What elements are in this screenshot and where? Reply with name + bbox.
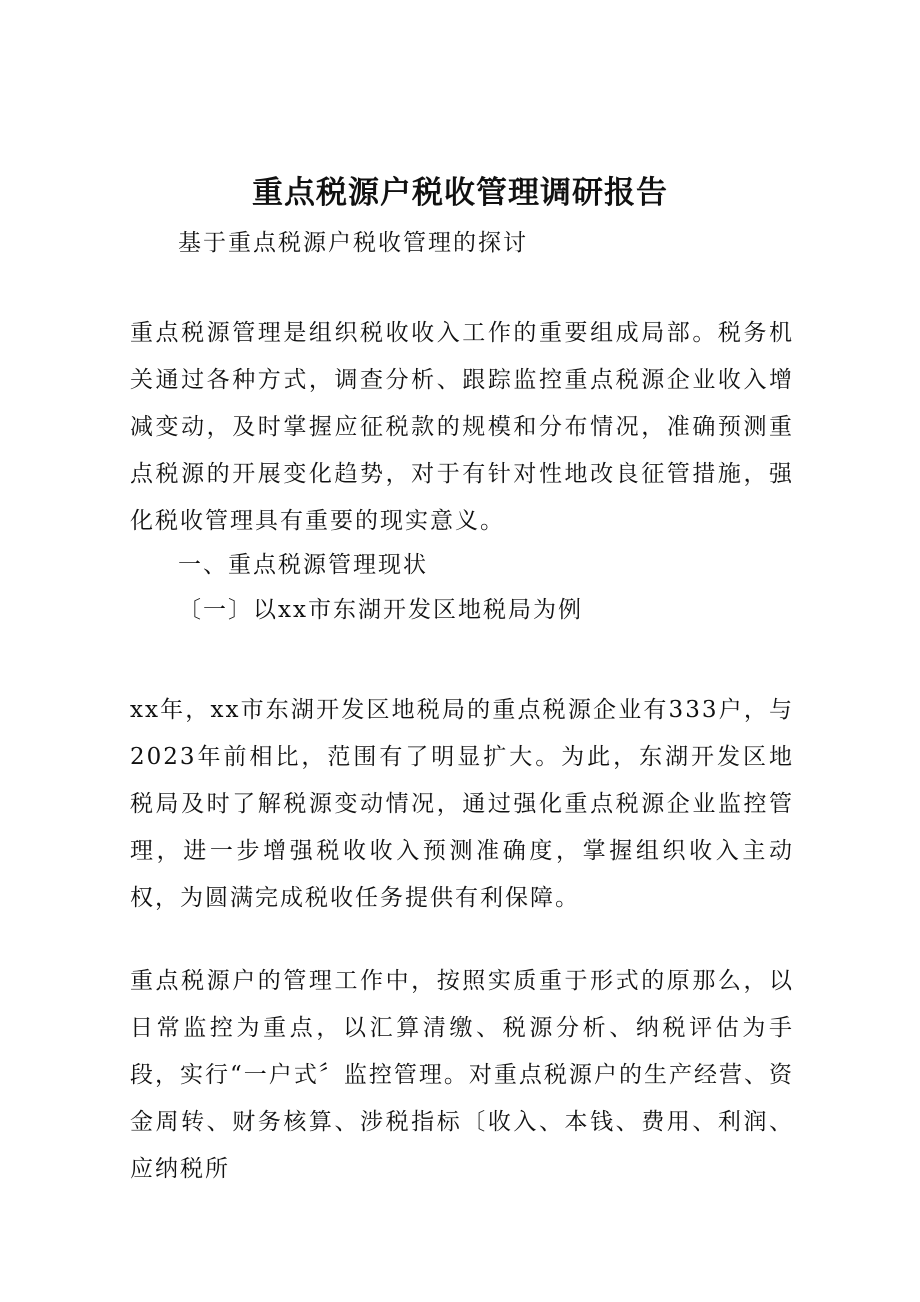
document-subtitle: 基于重点税源户税收管理的探讨	[178, 230, 528, 256]
document-title: 重点税源户税收管理调研报告	[252, 175, 668, 211]
subsection-heading: 〔一〕以xx市东湖开发区地税局为例	[178, 597, 583, 623]
paragraph-management: 重点税源户的管理工作中，按照实质重于形式的原那么，以日常监控为重点，以汇算清缴、税源分析、纳税评估为手段，实行“一户式〞监控管理。对重点税源户的生产经营、资金周转、财务核算、涉税指标〔收入、本钱、费用、利润、应纳税所	[130, 968, 794, 1182]
section-heading: 一、重点税源管理现状	[178, 552, 428, 578]
paragraph-case-study: xx年，xx市东湖开发区地税局的重点税源企业有333户，与2023年前相比，范围有了明显扩大。为此，东湖开发区地税局及时了解税源变动情况，通过强化重点税源企业监控管理，进一步增强税收收入预测准确度，掌握组织收入主动权，为圆满完成税收任务提供有利保障。	[130, 697, 794, 911]
paragraph-intro: 重点税源管理是组织税收收入工作的重要组成局部。税务机关通过各种方式，调查分析、跟踪监控重点税源企业收入增减变动，及时掌握应征税款的规模和分布情况，准确预测重点税源的开展变化趋势，对于有针对性地改良征管措施，强化税收管理具有重要的现实意义。	[130, 320, 794, 534]
